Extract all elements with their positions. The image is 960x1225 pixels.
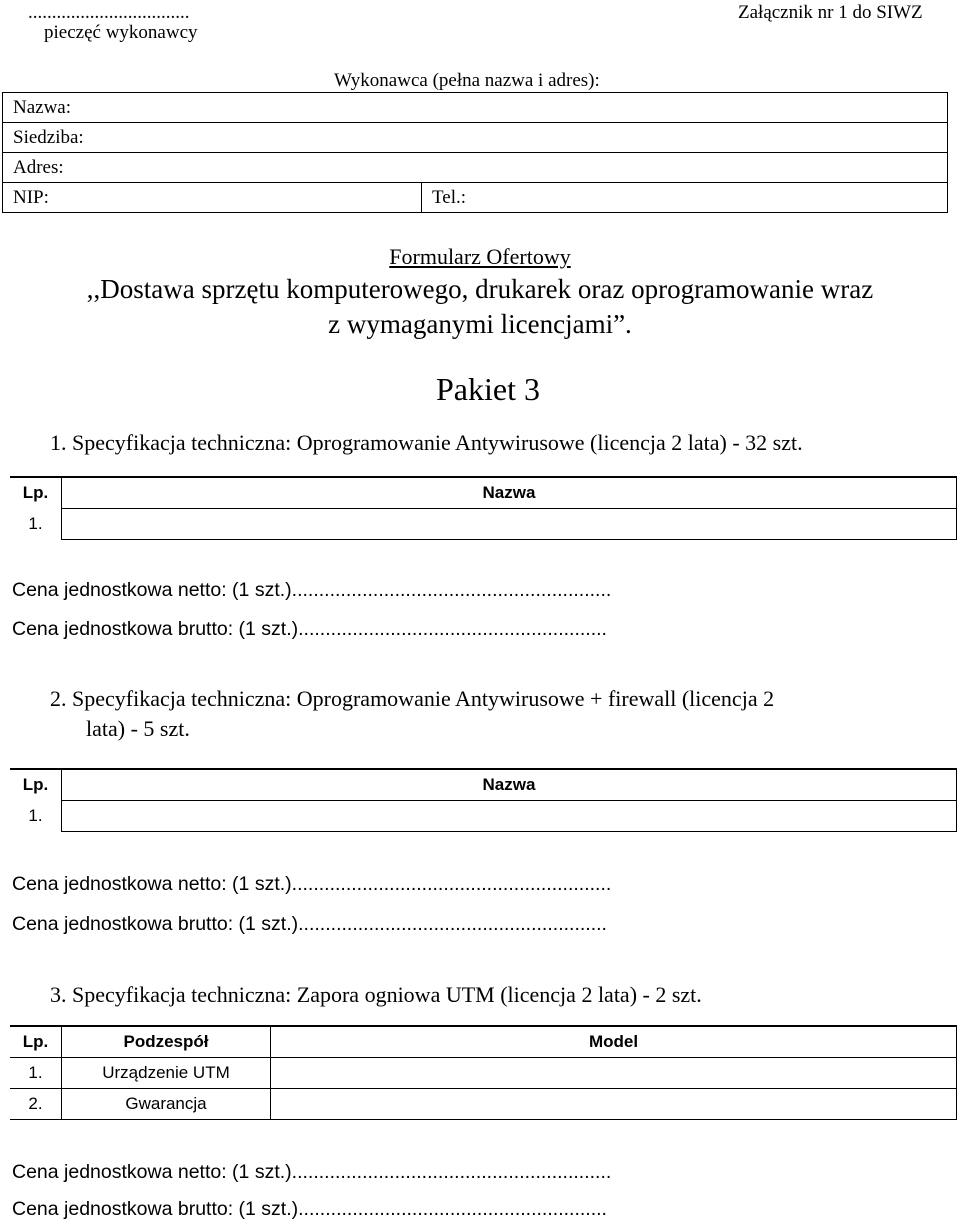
column-header-component: Podzespół (62, 1026, 271, 1058)
section-2-net-price: Cena jednostkowa netto: (1 szt.)........................................................... (12, 873, 612, 895)
model-cell[interactable] (271, 1089, 957, 1120)
tel-label: Tel.: (432, 186, 467, 208)
name-label: Nazwa: (13, 96, 72, 118)
address-field[interactable] (3, 153, 948, 183)
row-lp: 1. (10, 801, 62, 832)
name-cell[interactable] (62, 801, 957, 832)
package-title: Pakiet 3 (436, 371, 540, 407)
column-header-name: Nazwa (62, 769, 957, 801)
section-2-heading-line-1: 2. Specyfikacja techniczna: Oprogramowanie Antywirusowe + firewall (licencja 2 (50, 686, 775, 711)
column-header-model: Model (271, 1026, 957, 1058)
column-header-lp: Lp. (10, 477, 62, 509)
form-title: Formularz Ofertowy (389, 244, 571, 269)
tel-field[interactable] (422, 183, 948, 213)
contractor-table (2, 92, 948, 213)
section-2-heading (50, 684, 774, 744)
address-label: Adres: (13, 156, 64, 178)
section-1-gross-price: Cena jednostkowa brutto: (1 szt.)......................................................... (12, 618, 607, 640)
section-3-gross-price: Cena jednostkowa brutto: (1 szt.)......................................................... (12, 1198, 607, 1220)
seat-label: Siedziba: (13, 126, 84, 148)
row-lp: 2. (10, 1089, 62, 1120)
nip-field[interactable] (3, 183, 422, 213)
nip-label: NIP: (13, 186, 49, 208)
section-3-heading: 3. Specyfikacja techniczna: Zapora ogniowa UTM (licencja 2 lata) - 2 szt. (50, 982, 702, 1007)
row-lp: 1. (10, 1058, 62, 1089)
name-cell[interactable] (62, 509, 957, 540)
subject-line-1: ,,Dostawa sprzętu komputerowego, drukarek oraz oprogramowanie wraz (86, 274, 874, 304)
component-cell: Gwarancja (62, 1089, 271, 1120)
subject-title (0, 272, 960, 342)
section-3-table (10, 1025, 957, 1120)
row-lp: 1. (10, 509, 62, 540)
seat-field[interactable] (3, 123, 948, 153)
subject-line-2: z wymaganymi licencjami”. (328, 309, 632, 339)
attachment-label: Załącznik nr 1 do SIWZ (738, 2, 923, 23)
column-header-name: Nazwa (62, 477, 957, 509)
section-1-heading: 1. Specyfikacja techniczna: Oprogramowanie Antywirusowe (licencja 2 lata) - 32 szt. (50, 430, 803, 455)
section-3-net-price: Cena jednostkowa netto: (1 szt.)........................................................... (12, 1161, 612, 1183)
section-2-heading-line-2: lata) - 5 szt. (86, 716, 190, 741)
section-1-table (10, 476, 957, 540)
model-cell[interactable] (271, 1058, 957, 1089)
stamp-placeholder-dots: .................................. (28, 2, 190, 23)
name-field[interactable] (3, 93, 948, 123)
section-2-table (10, 768, 957, 832)
column-header-lp: Lp. (10, 1026, 62, 1058)
contractor-title: Wykonawca (pełna nazwa i adres): (334, 70, 600, 91)
stamp-label: pieczęć wykonawcy (44, 22, 198, 43)
column-header-lp: Lp. (10, 769, 62, 801)
section-2-gross-price: Cena jednostkowa brutto: (1 szt.)......................................................... (12, 913, 607, 935)
component-cell: Urządzenie UTM (62, 1058, 271, 1089)
section-1-net-price: Cena jednostkowa netto: (1 szt.)........................................................... (12, 579, 612, 601)
